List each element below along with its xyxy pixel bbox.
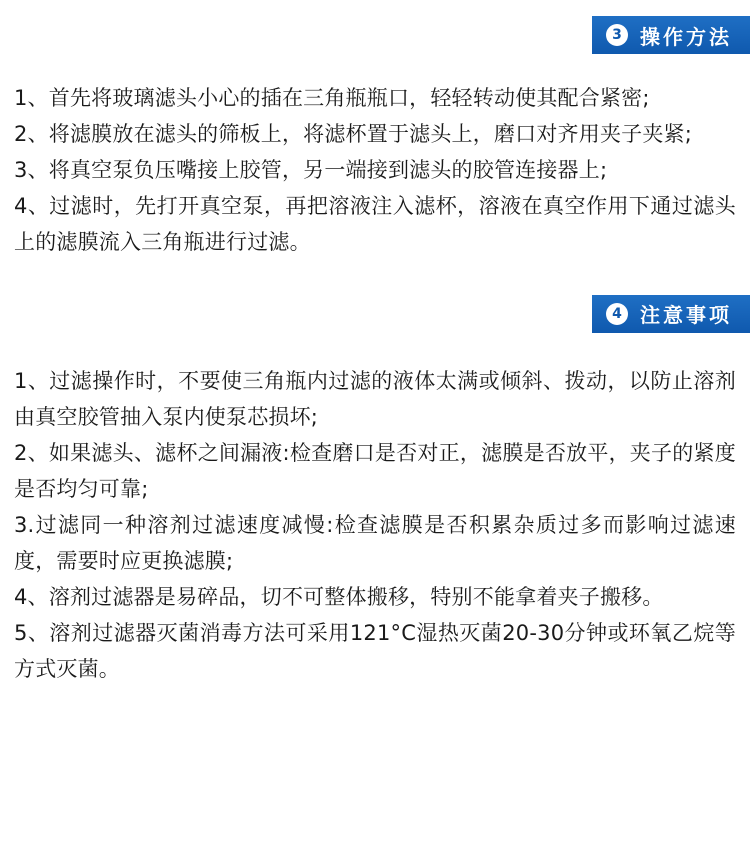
section-body-notes [0,363,750,688]
section-banner-operation [0,16,750,54]
section-number-badge: 3 [606,24,628,46]
banner-box [592,295,750,333]
paragraph: 4、过滤时，先打开真空泵，再把溶液注入滤杯，溶液在真空作用下通过滤头上的滤膜流入三角瓶进行过滤。 [14,194,736,255]
section-body-operation [0,80,750,261]
paragraph: 1、过滤操作时，不要使三角瓶内过滤的液体太满或倾斜、拨动，以防止溶剂由真空胶管抽入泵内使泵芯损坏; [14,368,736,429]
banner-box [592,16,750,54]
paragraph: 5、溶剂过滤器灭菌消毒方法可采用121°C湿热灭菌20-30分钟或环氧乙烷等方式灭菌。 [14,621,736,682]
top-spacer [0,0,750,16]
paragraph: 2、如果滤头、滤杯之间漏液:检查磨口是否对正，滤膜是否放平，夹子的紧度是否均匀可靠; [14,440,736,501]
section-title: 操作方法 [640,24,732,49]
paragraph: 3、将真空泵负压嘴接上胶管，另一端接到滤头的胶管连接器上; [14,158,608,183]
section-number-badge: 4 [606,303,628,325]
paragraph: 2、将滤膜放在滤头的筛板上，将滤杯置于滤头上，磨口对齐用夹子夹紧; [14,122,693,147]
paragraph: 1、首先将玻璃滤头小心的插在三角瓶瓶口，轻轻转动使其配合紧密; [14,86,650,110]
spacer-after-banner-operation [0,54,750,80]
paragraph: 4、溶剂过滤器是易碎品，切不可整体搬移，特别不能拿着夹子搬移。 [14,585,664,610]
section-title: 注意事项 [640,303,732,328]
spacer-after-banner-notes [0,333,750,363]
paragraph: 3.过滤同一种溶剂过滤速度减慢:检查滤膜是否积累杂质过多而影响过滤速度，需要时应更换滤膜; [14,512,736,574]
spacer-before-banner-notes [0,261,750,295]
section-banner-notes [0,295,750,333]
